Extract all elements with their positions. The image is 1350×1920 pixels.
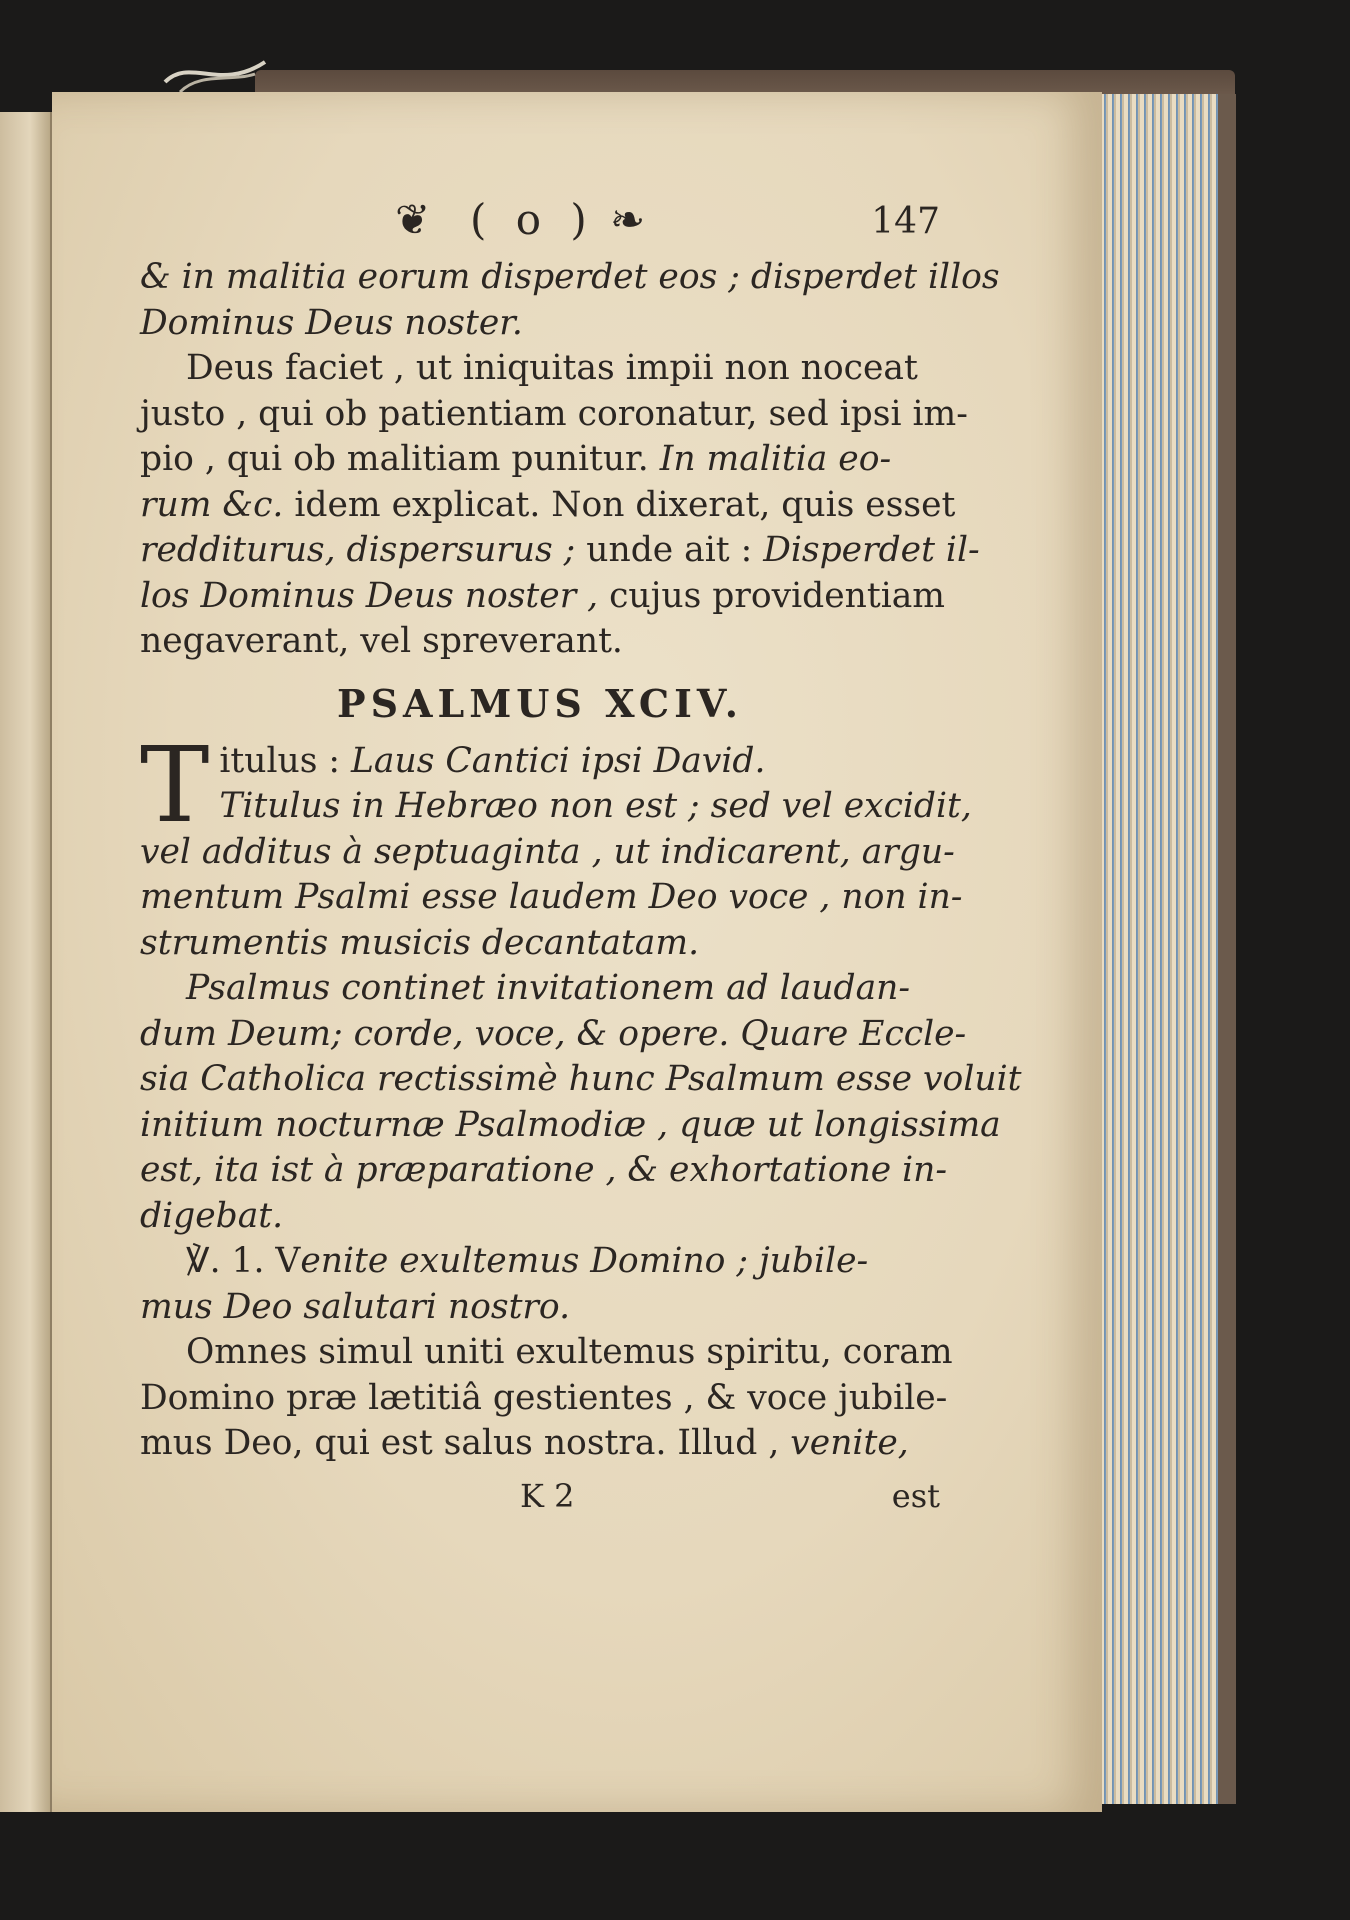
page-header: [140, 195, 940, 255]
text-span-italic: In malitia eo-: [659, 439, 892, 479]
text-span: idem explicat. Non dixerat, quis esset: [294, 484, 956, 525]
text-span-italic: Laus Cantici ipsi David.: [351, 740, 766, 781]
page-number: 147: [871, 201, 940, 242]
text-line: Dominus Deus noster.: [140, 302, 523, 343]
text-span: cujus providentiam: [609, 575, 946, 616]
text-span-italic: rum &c.: [140, 484, 284, 525]
text-span-italic: venite,: [790, 1423, 909, 1463]
text-line: mentum Psalmi esse laudem Deo voce , non in-: [140, 877, 963, 917]
text-line: strumentis musicis decantatam.: [140, 922, 700, 963]
text-line: [140, 437, 940, 483]
text-line: [140, 574, 946, 620]
text-line: Titulus in Hebræo non est ; sed vel excidit,: [219, 786, 972, 826]
text-line: mus Deo salutari nostro.: [140, 1286, 571, 1327]
text-line: vel additus à septuaginta , ut indicarent, argu-: [140, 831, 955, 872]
text-line: initium nocturnæ Psalmodiæ , quæ ut longissima: [140, 1104, 1001, 1145]
signature-mark: K 2: [520, 1476, 575, 1515]
fleuron-right-icon: ❧: [610, 195, 646, 244]
text-span: itulus :: [219, 740, 341, 781]
text-line: est, ita ist à præparatione , & exhortatione in-: [140, 1150, 948, 1190]
page-text: [140, 195, 1022, 1675]
text-span: unde ait :: [586, 530, 753, 570]
text-line: [140, 739, 940, 785]
text-line: sia Catholica rectissimè hunc Psalmum esse voluit: [140, 1059, 1022, 1099]
psalm-heading: PSALMUS XCIV.: [337, 680, 743, 726]
text-span-italic: redditurus, dispersurus ;: [140, 530, 576, 570]
text-line: justo , qui ob patientiam coronatur, sed ipsi im-: [140, 393, 968, 434]
text-span: mus Deo, qui est salus nostra. Illud ,: [140, 1423, 780, 1463]
text-line: & in malitia eorum disperdet eos ; disperdet illos: [140, 257, 1000, 297]
page-footer: [140, 1471, 940, 1521]
title-paragraph: [140, 723, 972, 846]
text-line: dum Deum; corde, voce, & opere. Quare Eccle-: [140, 1013, 967, 1054]
drop-cap: T: [140, 723, 210, 846]
text-span-italic: los Dominus Deus noster ,: [140, 575, 599, 616]
text-line: Psalmus continet invitationem ad laudan-: [186, 968, 911, 1008]
text-line: [140, 1239, 940, 1285]
text-line: Omnes simul uniti exultemus spiritu, coram: [186, 1332, 953, 1372]
running-head: ( o ): [470, 195, 595, 244]
text-line: negaverant, vel spreverant.: [140, 621, 623, 661]
facing-page-edge: [0, 112, 52, 1812]
text-line: Domino præ lætitiâ gestientes , & voce jubile-: [140, 1377, 948, 1418]
text-span: pio , qui ob malitiam punitur.: [140, 439, 649, 479]
text-span: ℣. 1. V: [186, 1241, 301, 1281]
text-line: [140, 528, 980, 574]
fleuron-left-icon: ❦: [395, 195, 431, 244]
text-line: [140, 1421, 940, 1467]
text-span-italic: Disperdet il-: [763, 530, 980, 570]
text-line: [140, 483, 956, 529]
text-line: Deus faciet , ut iniquitas impii non noceat: [186, 348, 918, 388]
text-line: digebat.: [140, 1195, 284, 1236]
text-span-italic: enite exultemus Domino ; jubile-: [300, 1241, 869, 1281]
catchword: est: [891, 1476, 940, 1515]
